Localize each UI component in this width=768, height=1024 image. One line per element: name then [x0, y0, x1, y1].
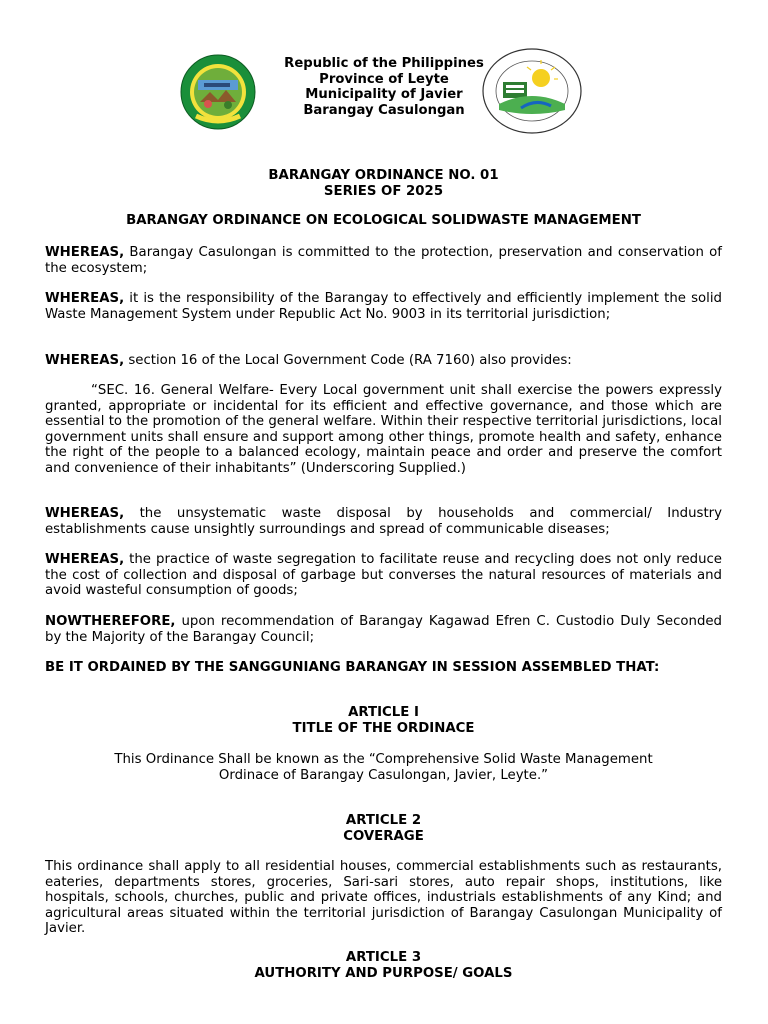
article-title: COVERAGE: [343, 828, 424, 844]
article-2-heading: [45, 813, 722, 844]
whereas-lead: WHEREAS,: [45, 552, 125, 567]
nowtherefore-text: upon recommendation of Barangay Kagawad Efren C. Custodio Duly Seconded by the Majority of the Barangay Council;: [45, 614, 722, 645]
letterhead: [0, 48, 768, 138]
ordinance-series: SERIES OF 2025: [323, 183, 444, 199]
whereas-text: the unsystematic waste disposal by households and commercial/ Industry establishments cause unsightly surroundings and spread of communicable diseases;: [45, 506, 722, 537]
whereas-paragraph-4: [45, 506, 722, 537]
article-number: ARTICLE 2: [345, 813, 422, 828]
whereas-lead: WHEREAS,: [45, 506, 125, 521]
whereas-paragraph-5: [45, 552, 722, 599]
whereas-text: Barangay Casulongan is committed to the protection, preservation and conservation of the ecosystem;: [45, 245, 722, 276]
article-title: AUTHORITY AND PURPOSE/ GOALS: [254, 965, 513, 981]
article-number: ARTICLE I: [348, 705, 419, 720]
nowtherefore-lead: NOWTHEREFORE,: [45, 614, 176, 629]
enacting-clause: BE IT ORDAINED BY THE SANGGUNIANG BARANGAY IN SESSION ASSEMBLED THAT:: [45, 660, 660, 675]
whereas-paragraph-3: [45, 353, 722, 369]
whereas-paragraph-1: [45, 245, 722, 276]
whereas-text: the practice of waste segregation to facilitate reuse and recycling does not only reduce the cost of collection and disposal of garbage but converses the natural resources of materials and avoid wasteful consumption of goods;: [45, 552, 722, 599]
article-3-heading: [45, 950, 722, 981]
ordinance-number-block: [45, 168, 722, 199]
article-1-body: [45, 752, 722, 783]
barangay-line: Barangay Casulongan: [303, 102, 465, 118]
ordinance-number: BARANGAY ORDINANCE NO. 01: [268, 168, 499, 183]
whereas-lead: WHEREAS,: [45, 353, 125, 368]
article-1-heading: [45, 705, 722, 736]
article-title: TITLE OF THE ORDINACE: [292, 720, 475, 736]
country-line: Republic of the Philippines: [284, 56, 484, 71]
whereas-text: section 16 of the Local Government Code (RA 7160) also provides:: [124, 353, 572, 368]
barangay-seal-icon: [180, 54, 256, 130]
municipal-seal-icon: [481, 48, 583, 134]
article-2-body: This ordinance shall apply to all residential houses, commercial establishments such as restaurants, eateries, departments stores, groceries, Sari-sari stores, auto repair shops, institutions, like hospitals, schools, churches, public and private offices, industrials establishments of any Kind; and agricultural areas situated within the territorial jurisdiction of Barangay Casulongan Municipality of Javier.: [45, 859, 722, 937]
article-1-line-2: Ordinace of Barangay Casulongan, Javier, Leyte.”: [218, 767, 549, 783]
nowtherefore-paragraph: [45, 614, 722, 645]
whereas-text: it is the responsibility of the Barangay to effectively and efficiently implement the solid Waste Management System under Republic Act No. 9003 in its territorial jurisdiction;: [45, 291, 722, 322]
municipality-line: Municipality of Javier: [305, 87, 463, 103]
article-number: ARTICLE 3: [345, 950, 422, 965]
ordinance-title: BARANGAY ORDINANCE ON ECOLOGICAL SOLIDWASTE MANAGEMENT: [126, 213, 641, 228]
article-1-line-1: This Ordinance Shall be known as the “Comprehensive Solid Waste Management: [114, 752, 653, 767]
whereas-lead: WHEREAS,: [45, 245, 125, 260]
whereas-paragraph-2: [45, 291, 722, 322]
letterhead-text: [270, 56, 498, 118]
sec16-quote: “SEC. 16. General Welfare- Every Local government unit shall exercise the powers expressly granted, appropriate or incidental for its efficient and effective governance, and those which are essential to the promotion of the general welfare. Within their respective territorial jurisdictions, local government units shall ensure and support among other things, promote health and safety, enhance the right of the people to a balanced ecology, maintain peace and order and preserve the comfort and convenience of their inhabitants” (Underscoring Supplied.): [45, 383, 722, 476]
province-line: Province of Leyte: [319, 71, 449, 87]
whereas-lead: WHEREAS,: [45, 291, 125, 306]
